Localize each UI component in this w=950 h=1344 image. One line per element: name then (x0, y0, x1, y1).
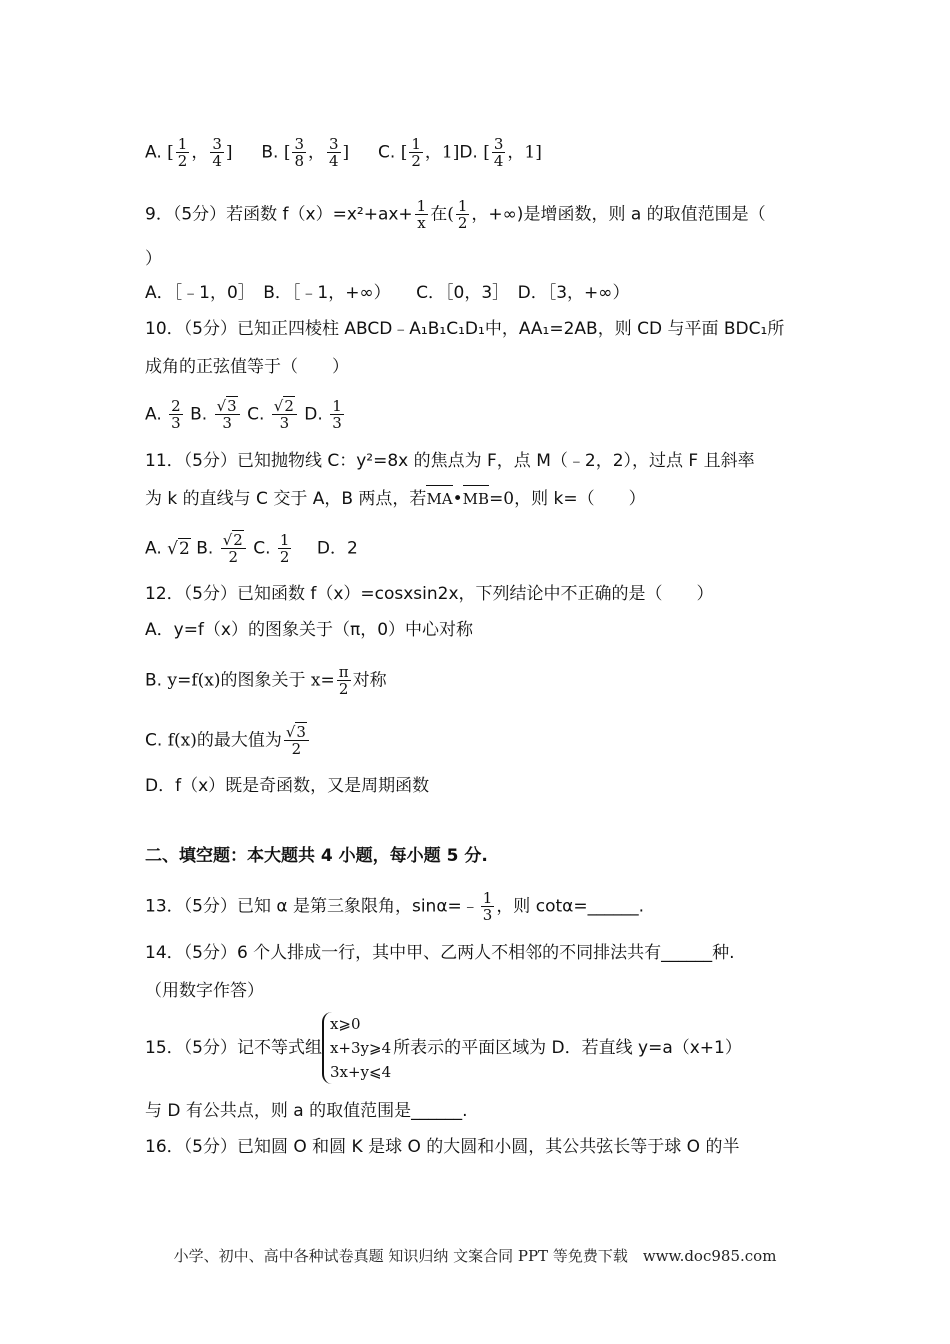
sqrt: √2 (167, 538, 190, 559)
q8-option-b-label: B. (261, 142, 279, 163)
fraction: $\frac{2}{3}$ (171, 397, 181, 432)
fraction: $\frac{1}{x}$ (416, 197, 427, 232)
fraction: $\frac{3}{8}$ (294, 135, 304, 170)
fraction: $\frac{\pi}{2}$ (338, 663, 349, 698)
question-10-options: A. $\frac{2}{3}$ B. $\frac{√3}{3}$ C. $\frac{√2}{3}$ D. $\frac{1}{3}$ (145, 397, 342, 432)
question-9: 9．（5分）若函数 f（x）=x²+ax+ $\frac{1}{x}$ 在( $\frac{1}{2}$ ，+∞)是增函数，则 a 的取值范围是（ (145, 197, 766, 232)
fraction: $\frac{3}{4}$ (212, 135, 222, 170)
fraction: $\frac{3}{4}$ (329, 135, 339, 170)
question-14: 14．（5分）6 个人排成一行，其中甲、乙两人不相邻的不同排法共有______种. (145, 943, 735, 963)
vector-mb: MB (462, 490, 490, 508)
question-16: 16．（5分）已知圆 O 和圆 K 是球 O 的大圆和小圆，其公共弦长等于球 O 的半 (145, 1137, 740, 1157)
vector-ma: MA (426, 490, 453, 508)
q8-option-a-label: A. (145, 142, 162, 163)
fraction: $\frac{√2}{2}$ (221, 532, 246, 565)
fraction: $\frac{1}{3}$ (332, 397, 342, 432)
section-heading: 二、填空题：本大题共 4 小题，每小题 5 分. (145, 846, 488, 866)
question-9-line2: ） (145, 249, 162, 269)
fraction: $\frac{1}{2}$ (411, 135, 421, 170)
q8-option-c-label: C. (378, 142, 396, 163)
question-11: 11．（5分）已知抛物线 C：y²=8x 的焦点为 F，点 M（﹣2，2），过点 F 且斜率 (145, 451, 755, 471)
fraction: $\frac{1}{2}$ (457, 197, 468, 232)
question-11-options: A. √2 B. $\frac{√2}{2}$ C. $\frac{1}{2}$ D．2 (145, 531, 358, 566)
question-12-option-c: C. f(x)的最大值为 $\frac{√3}{2}$ (145, 724, 311, 757)
q8-option-d-label: D. (459, 142, 478, 163)
inequality-system: x⩾0 x+3y⩾4 3x+y⩽4 (322, 1012, 391, 1084)
fraction: $\frac{1}{2}$ (177, 135, 188, 170)
question-12-option-a: A．y=f（x）的图象关于（π，0）中心对称 (145, 620, 474, 640)
fraction: $\frac{√2}{3}$ (272, 398, 297, 431)
question-15: 15．（5分）记不等式组 x⩾0 x+3y⩾4 3x+y⩽4 所表示的平面区域为 D．若直线 y=a（x+1） (145, 1012, 742, 1084)
question-11-line2: 为 k 的直线与 C 交于 A，B 两点，若MA•MB=0，则 k=（ ） (145, 489, 646, 509)
question-9-options: A．［﹣1，0］ B．［﹣1，+∞） C．［0，3］ D．［3，+∞） (145, 283, 630, 303)
bracket: [ (167, 142, 174, 163)
page-footer: 小学、初中、高中各种试卷真题 知识归纳 文案合同 PPT 等免费下载 www.doc985.com (173, 1247, 777, 1265)
fraction: $\frac{1}{3}$ (482, 889, 493, 924)
question-13: 13．（5分）已知 α 是第三象限角，sinα=﹣ $\frac{1}{3}$ ，则 cotα=______. (145, 889, 644, 924)
fraction: $\frac{3}{4}$ (493, 135, 504, 170)
fraction: $\frac{√3}{2}$ (284, 724, 309, 757)
question-10-line2: 成角的正弦值等于（ ） (145, 357, 349, 377)
question-12-option-b: B. y=f(x)的图象关于 x= $\frac{\pi}{2}$ 对称 (145, 663, 387, 698)
question-12-option-d: D．f（x）既是奇函数，又是周期函数 (145, 776, 430, 796)
question-14-line2: （用数字作答） (145, 981, 264, 1001)
fraction: $\frac{√3}{3}$ (215, 398, 240, 431)
fraction: $\frac{1}{2}$ (279, 531, 290, 566)
question-12: 12．（5分）已知函数 f（x）=cosxsin2x，下列结论中不正确的是（ ） (145, 584, 714, 604)
question-10: 10．（5分）已知正四棱柱 ABCD﹣A₁B₁C₁D₁中，AA₁=2AB，则 CD 与平面 BDC₁所 (145, 319, 785, 339)
q8-options: A. [ $\frac{1}{2}$ ， $\frac{3}{4}$ ] B. [ $\frac{3}{8}$ ， $\frac{3}{4}$ ] C. [ $\frac{1}{2}$ ，1]D. [ $\frac{3}{4}$ ，1] (145, 135, 542, 170)
question-15-line2: 与 D 有公共点，则 a 的取值范围是______. (145, 1101, 468, 1121)
